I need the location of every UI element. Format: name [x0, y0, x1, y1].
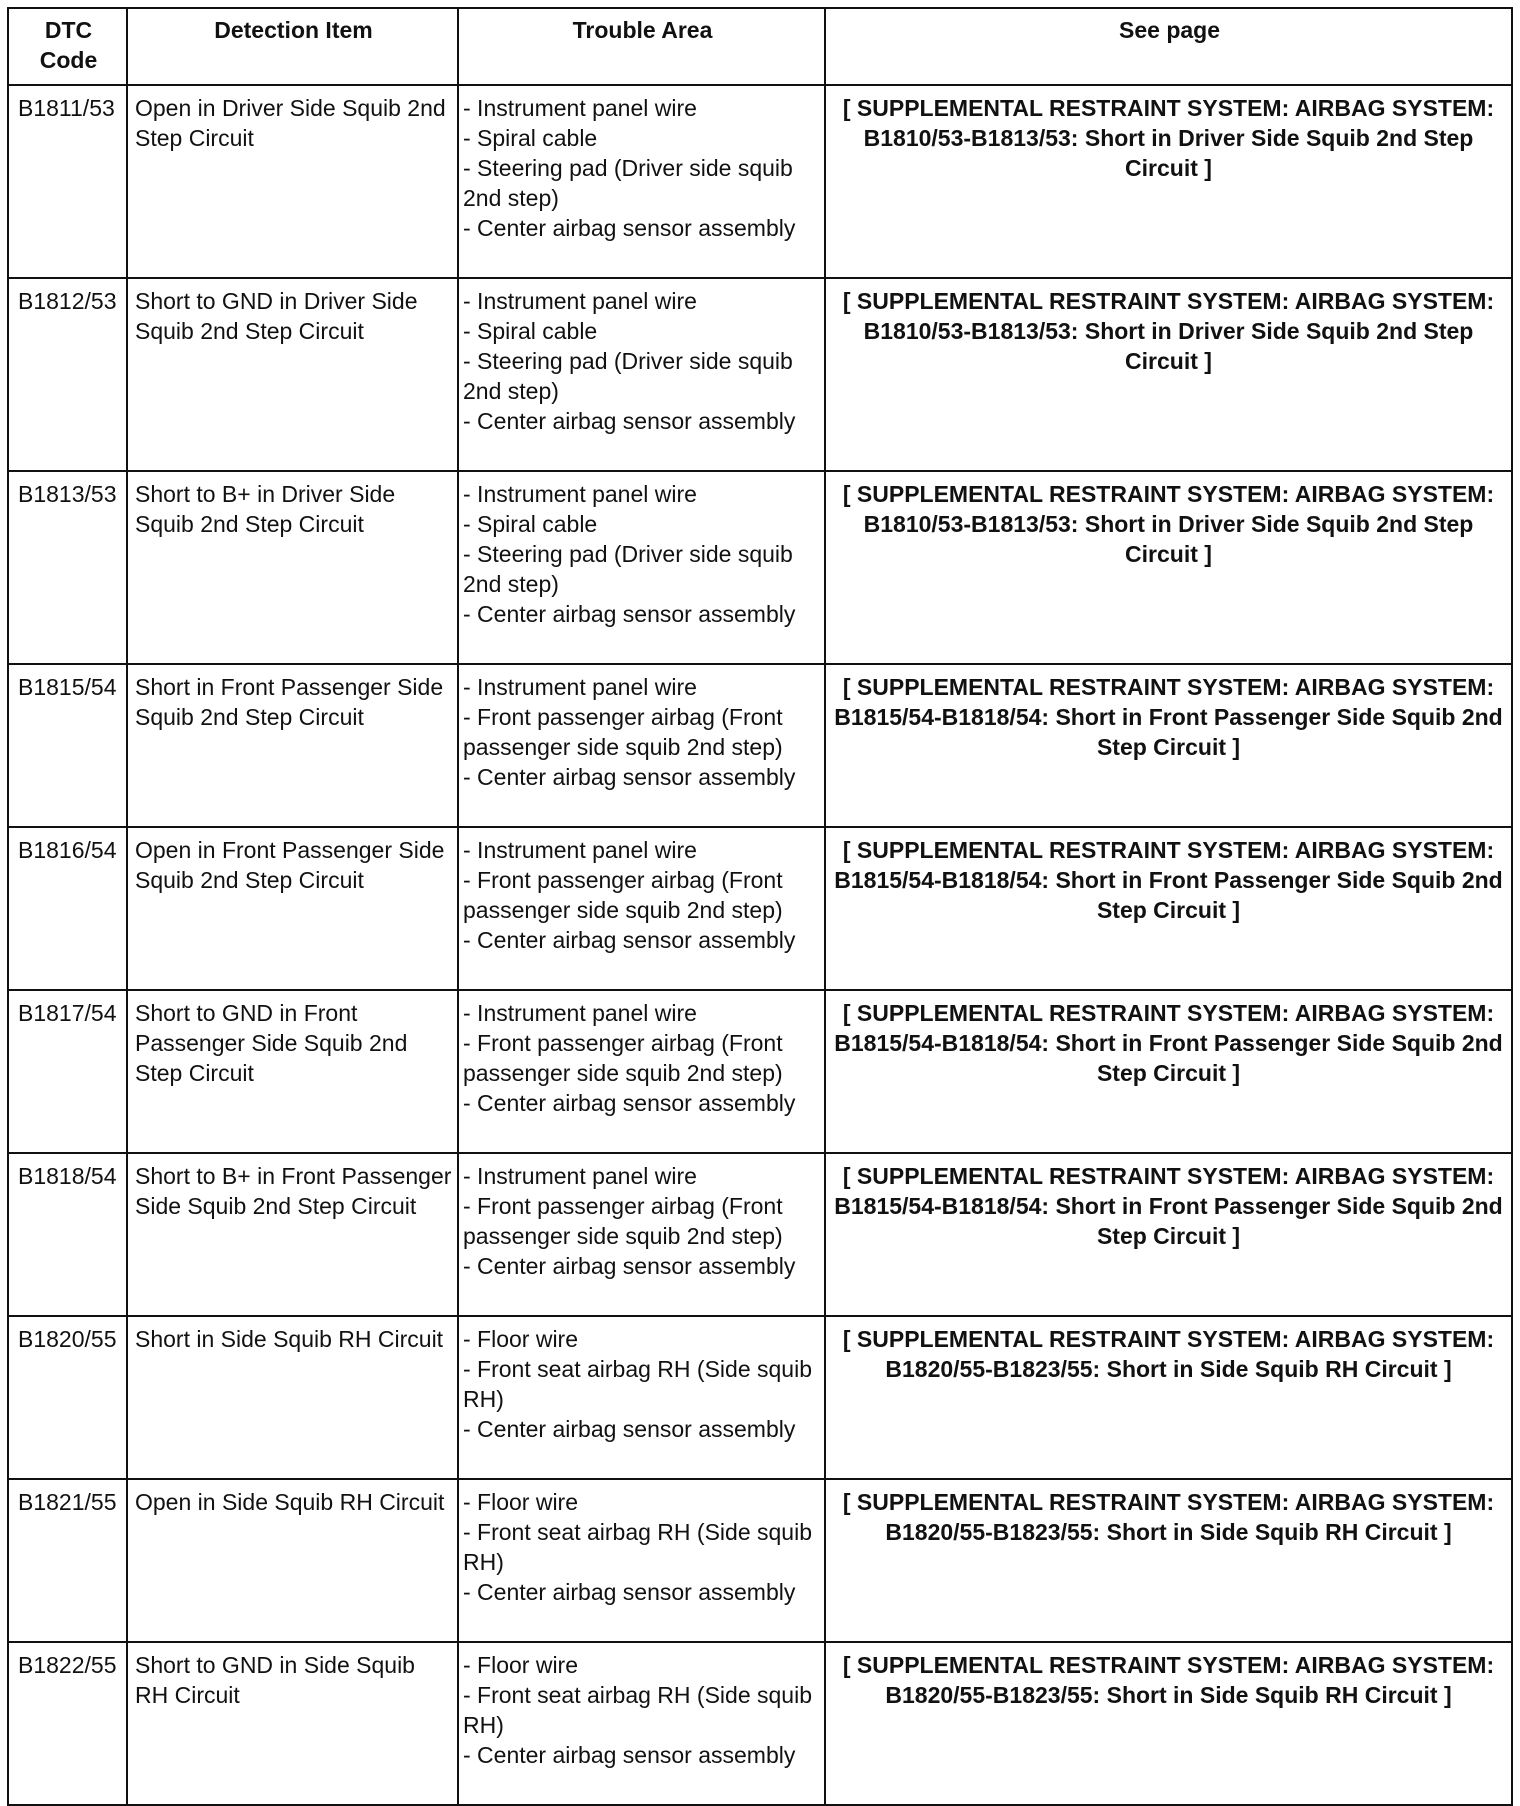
trouble-area-item: - Instrument panel wire — [463, 481, 697, 507]
dtc-code-cell: B1818/54 — [8, 1153, 127, 1316]
trouble-area-item: - Center airbag sensor assembly — [463, 1742, 796, 1768]
header-dtc-code: DTC Code — [8, 8, 127, 85]
see-page-link[interactable]: [ SUPPLEMENTAL RESTRAINT SYSTEM: AIRBAG SYSTEM: B1810/53-B1813/53: Short in Driver Side Squib 2nd Step Circuit ] — [825, 278, 1512, 471]
trouble-area-item: - Spiral cable — [463, 318, 598, 344]
trouble-area-item: - Instrument panel wire — [463, 288, 697, 314]
table-header — [8, 8, 1512, 85]
detection-item-cell: Open in Front Passenger Side Squib 2nd Step Circuit — [127, 827, 458, 990]
table-row — [8, 1642, 1512, 1805]
trouble-area-cell — [458, 85, 825, 278]
see-page-link[interactable]: [ SUPPLEMENTAL RESTRAINT SYSTEM: AIRBAG SYSTEM: B1810/53-B1813/53: Short in Driver Side Squib 2nd Step Circuit ] — [825, 85, 1512, 278]
see-page-link[interactable]: [ SUPPLEMENTAL RESTRAINT SYSTEM: AIRBAG SYSTEM: B1815/54-B1818/54: Short in Front Passenger Side Squib 2nd Step Circuit ] — [825, 990, 1512, 1153]
detection-item-cell: Open in Side Squib RH Circuit — [127, 1479, 458, 1642]
trouble-area-item: - Instrument panel wire — [463, 1000, 697, 1026]
see-page-link[interactable]: [ SUPPLEMENTAL RESTRAINT SYSTEM: AIRBAG SYSTEM: B1820/55-B1823/55: Short in Side Squib RH Circuit ] — [825, 1316, 1512, 1479]
trouble-area-item: - Front passenger airbag (Front passenger side squib 2nd step) — [463, 867, 783, 923]
header-row — [8, 8, 1512, 85]
detection-item-cell: Short to GND in Front Passenger Side Squib 2nd Step Circuit — [127, 990, 458, 1153]
detection-item-cell: Short in Front Passenger Side Squib 2nd Step Circuit — [127, 664, 458, 827]
trouble-area-cell — [458, 1153, 825, 1316]
table-row — [8, 827, 1512, 990]
table-row — [8, 664, 1512, 827]
trouble-area-cell — [458, 664, 825, 827]
detection-item-cell: Short to B+ in Front Passenger Side Squib 2nd Step Circuit — [127, 1153, 458, 1316]
dtc-code-cell: B1815/54 — [8, 664, 127, 827]
see-page-link[interactable]: [ SUPPLEMENTAL RESTRAINT SYSTEM: AIRBAG SYSTEM: B1815/54-B1818/54: Short in Front Passenger Side Squib 2nd Step Circuit ] — [825, 827, 1512, 990]
trouble-area-cell — [458, 278, 825, 471]
table-row — [8, 1316, 1512, 1479]
see-page-link[interactable]: [ SUPPLEMENTAL RESTRAINT SYSTEM: AIRBAG SYSTEM: B1815/54-B1818/54: Short in Front Passenger Side Squib 2nd Step Circuit ] — [825, 664, 1512, 827]
see-page-link[interactable]: [ SUPPLEMENTAL RESTRAINT SYSTEM: AIRBAG SYSTEM: B1820/55-B1823/55: Short in Side Squib RH Circuit ] — [825, 1479, 1512, 1642]
trouble-area-item: - Steering pad (Driver side squib 2nd step) — [463, 348, 793, 404]
trouble-area-cell — [458, 471, 825, 664]
trouble-area-item: - Instrument panel wire — [463, 1163, 697, 1189]
table-row — [8, 85, 1512, 278]
dtc-code-cell: B1816/54 — [8, 827, 127, 990]
trouble-area-item: - Front passenger airbag (Front passenger side squib 2nd step) — [463, 1193, 783, 1249]
trouble-area-item: - Center airbag sensor assembly — [463, 601, 796, 627]
see-page-link[interactable]: [ SUPPLEMENTAL RESTRAINT SYSTEM: AIRBAG SYSTEM: B1810/53-B1813/53: Short in Driver Side Squib 2nd Step Circuit ] — [825, 471, 1512, 664]
dtc-code-cell: B1812/53 — [8, 278, 127, 471]
trouble-area-item: - Instrument panel wire — [463, 837, 697, 863]
trouble-area-cell — [458, 990, 825, 1153]
trouble-area-item: - Floor wire — [463, 1652, 579, 1678]
dtc-code-cell: B1813/53 — [8, 471, 127, 664]
trouble-area-item: - Spiral cable — [463, 125, 598, 151]
trouble-area-cell — [458, 1642, 825, 1805]
trouble-area-item: - Floor wire — [463, 1489, 579, 1515]
detection-item-cell: Short in Side Squib RH Circuit — [127, 1316, 458, 1479]
dtc-code-cell: B1821/55 — [8, 1479, 127, 1642]
trouble-area-item: - Instrument panel wire — [463, 95, 697, 121]
see-page-link[interactable]: [ SUPPLEMENTAL RESTRAINT SYSTEM: AIRBAG SYSTEM: B1815/54-B1818/54: Short in Front Passenger Side Squib 2nd Step Circuit ] — [825, 1153, 1512, 1316]
dtc-code-cell: B1817/54 — [8, 990, 127, 1153]
trouble-area-item: - Instrument panel wire — [463, 674, 697, 700]
trouble-area-cell — [458, 1316, 825, 1479]
trouble-area-item: - Steering pad (Driver side squib 2nd step) — [463, 541, 793, 597]
trouble-area-item: - Front seat airbag RH (Side squib RH) — [463, 1356, 812, 1412]
trouble-area-item: - Center airbag sensor assembly — [463, 927, 796, 953]
trouble-area-item: - Center airbag sensor assembly — [463, 408, 796, 434]
dtc-code-cell: B1822/55 — [8, 1642, 127, 1805]
trouble-area-item: - Front seat airbag RH (Side squib RH) — [463, 1519, 812, 1575]
trouble-area-item: - Center airbag sensor assembly — [463, 764, 796, 790]
trouble-area-item: - Center airbag sensor assembly — [463, 1579, 796, 1605]
trouble-area-item: - Spiral cable — [463, 511, 598, 537]
trouble-area-item: - Center airbag sensor assembly — [463, 1416, 796, 1442]
detection-item-cell: Short to GND in Side Squib RH Circuit — [127, 1642, 458, 1805]
trouble-area-cell — [458, 827, 825, 990]
table-row — [8, 471, 1512, 664]
trouble-area-item: - Front seat airbag RH (Side squib RH) — [463, 1682, 812, 1738]
dtc-code-cell: B1811/53 — [8, 85, 127, 278]
table-row — [8, 1153, 1512, 1316]
header-detection-item: Detection Item — [127, 8, 458, 85]
trouble-area-cell — [458, 1479, 825, 1642]
table-body — [8, 85, 1512, 1805]
table-row — [8, 990, 1512, 1153]
detection-item-cell: Short to GND in Driver Side Squib 2nd Step Circuit — [127, 278, 458, 471]
detection-item-cell: Open in Driver Side Squib 2nd Step Circuit — [127, 85, 458, 278]
see-page-link[interactable]: [ SUPPLEMENTAL RESTRAINT SYSTEM: AIRBAG SYSTEM: B1820/55-B1823/55: Short in Side Squib RH Circuit ] — [825, 1642, 1512, 1805]
dtc-table — [7, 7, 1513, 1806]
trouble-area-item: - Front passenger airbag (Front passenger side squib 2nd step) — [463, 704, 783, 760]
dtc-code-cell: B1820/55 — [8, 1316, 127, 1479]
header-trouble-area: Trouble Area — [458, 8, 825, 85]
trouble-area-item: - Front passenger airbag (Front passenger side squib 2nd step) — [463, 1030, 783, 1086]
table-row — [8, 278, 1512, 471]
trouble-area-item: - Floor wire — [463, 1326, 579, 1352]
trouble-area-item: - Center airbag sensor assembly — [463, 1090, 796, 1116]
trouble-area-item: - Center airbag sensor assembly — [463, 1253, 796, 1279]
header-see-page: See page — [825, 8, 1512, 85]
table-row — [8, 1479, 1512, 1642]
detection-item-cell: Short to B+ in Driver Side Squib 2nd Step Circuit — [127, 471, 458, 664]
trouble-area-item: - Center airbag sensor assembly — [463, 215, 796, 241]
trouble-area-item: - Steering pad (Driver side squib 2nd step) — [463, 155, 793, 211]
